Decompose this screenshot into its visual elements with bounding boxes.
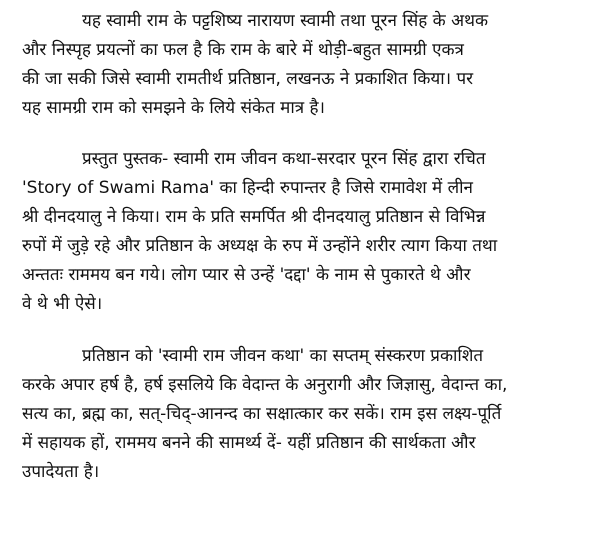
paragraph-1-line-3: की जा सकी जिसे स्वामी रामतीर्थ प्रतिष्ठान, लखनऊ ने प्रकाशित किया। पर [22, 69, 474, 89]
paragraph-3-line-5: उपादेयता है। [22, 462, 100, 482]
paragraph-3-line-1: प्रतिष्ठान को 'स्वामी राम जीवन कथा' का सप्तम् संस्करण प्रकाशित [82, 346, 484, 366]
paragraph-2-line-3: श्री दीनदयालु ने किया। राम के प्रति समर्पित श्री दीनदयालु प्रतिष्ठान से विभिन्न [22, 207, 486, 227]
paragraph-2-line-2: 'Story of Swami Rama' का हिन्दी रुपान्तर है जिसे रामावेश में लीन [22, 178, 473, 198]
paragraph-2-line-4: रुपों में जुड़े रहे और प्रतिष्ठान के अध्यक्ष के रुप में उन्होंने शरीर त्याग किया तथा [22, 236, 498, 256]
paragraph-1-line-4: यह सामग्री राम को समझने के लिये संकेत मात्र है। [22, 98, 326, 118]
paragraph-3-line-2: करके अपार हर्ष है, हर्ष इसलिये कि वेदान्त के अनुरागी और जिज्ञासु, वेदान्त का, [22, 375, 508, 395]
paragraph-1-line-1: यह स्वामी राम के पट्टशिष्य नारायण स्वामी तथा पूरन सिंह के अथक [82, 11, 489, 31]
paragraph-2-line-1: प्रस्तुत पुस्तक- स्वामी राम जीवन कथा-सरदार पूरन सिंह द्वारा रचित [82, 149, 486, 169]
paragraph-2-line-5: अन्ततः राममय बन गये। लोग प्यार से उन्हें 'दद्दा' के नाम से पुकारते थे और [22, 265, 471, 285]
paragraph-1-line-2: और निस्पृह प्रयत्नों का फल है कि राम के बारे में थोड़ी-बहुत सामग्री एकत्र [22, 40, 464, 60]
paragraph-3-line-3: सत्य का, ब्रह्म का, सत्-चिद्-आनन्द का सक्षात्कार कर सकें। राम इस लक्ष्य-पूर्ति [22, 404, 502, 424]
paragraph-2-line-6: वे थे भी ऐसे। [22, 294, 103, 314]
paragraph-3-line-4: में सहायक हों, राममय बनने की सामर्थ्य दें- यहीं प्रतिष्ठान की सार्थकता और [22, 433, 476, 453]
